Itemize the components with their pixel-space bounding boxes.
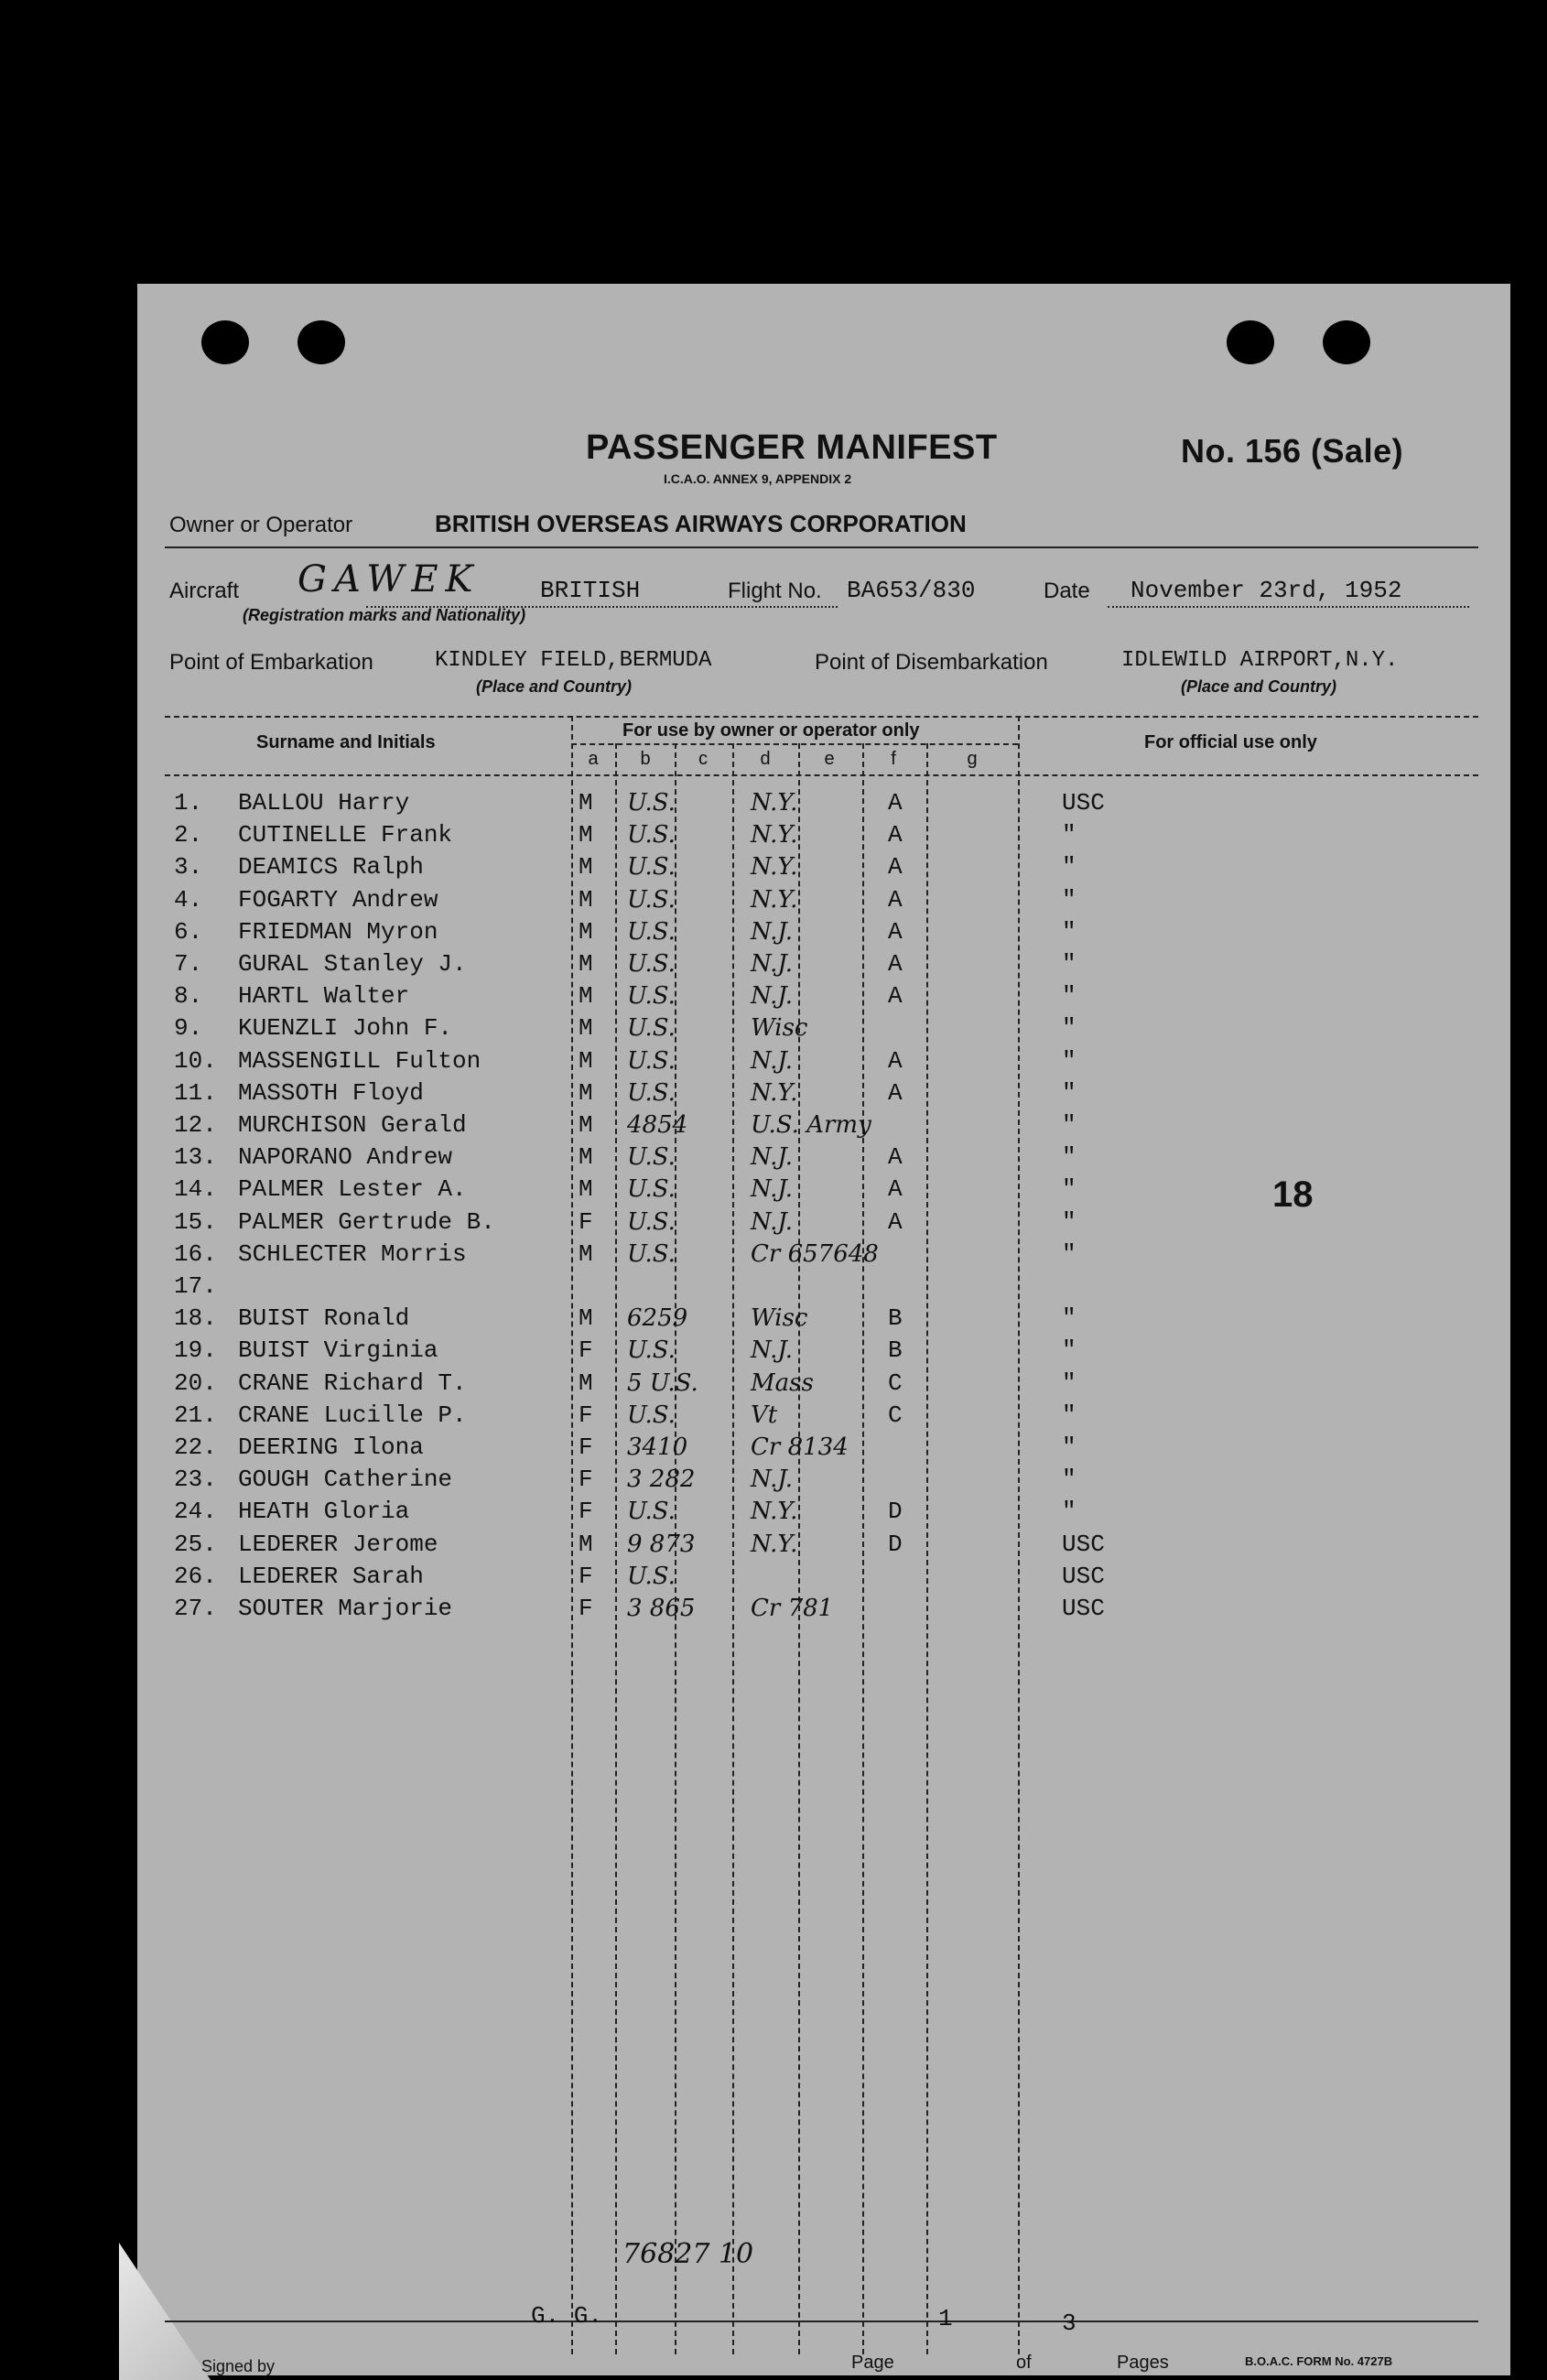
punch-hole-right-2: [1323, 320, 1370, 364]
passenger-number: 26.: [174, 1562, 217, 1590]
passenger-number: 20.: [174, 1368, 217, 1397]
passenger-nationality: U.S.: [627, 950, 676, 978]
passenger-category: D: [888, 1498, 903, 1526]
passenger-row: [137, 1563, 1510, 1599]
form-number: B.O.A.C. FORM No. 4727B: [1245, 2354, 1393, 2368]
passenger-nationality: U.S.: [627, 789, 676, 817]
passenger-number: 17.: [174, 1272, 217, 1300]
passenger-row: [137, 1498, 1510, 1534]
passenger-number: 8.: [174, 982, 203, 1011]
passenger-sex: F: [579, 1401, 593, 1429]
signed-label: Signed by: [201, 2357, 276, 2375]
passenger-number: 15.: [174, 1207, 217, 1236]
passenger-residence: Cr 8134: [751, 1433, 849, 1461]
passenger-category: A: [888, 982, 903, 1011]
passenger-official-mark: ": [1062, 1304, 1076, 1333]
col-e-header: e: [824, 749, 835, 769]
passenger-number: 1.: [174, 789, 203, 817]
passenger-category: A: [888, 950, 903, 978]
passenger-category: A: [888, 885, 903, 914]
owner-use-header: For use by owner or operator only: [622, 720, 920, 741]
surname-header: Surname and Initials: [256, 732, 436, 752]
passenger-nationality: 4854: [627, 1111, 688, 1139]
passenger-sex: F: [579, 1466, 593, 1494]
passenger-number: 4.: [174, 885, 203, 914]
embarkation-note: (Place and Country): [476, 677, 633, 696]
divider: [165, 546, 1478, 548]
date-underline: [1108, 606, 1469, 608]
passenger-row: [137, 982, 1510, 1019]
passenger-number: 23.: [174, 1466, 217, 1494]
passenger-sex: M: [579, 982, 593, 1011]
passenger-name: BALLOU Harry: [238, 789, 410, 817]
passenger-sex: M: [579, 1175, 593, 1204]
passenger-official-mark: ": [1062, 1239, 1076, 1268]
passenger-residence: Cr 657648: [751, 1239, 879, 1268]
passenger-residence: Mass: [751, 1368, 814, 1397]
passenger-category: A: [888, 821, 903, 849]
passenger-official-mark: USC: [1062, 1595, 1105, 1622]
passenger-residence: N.J.: [751, 1046, 794, 1075]
owner-cols-rule: [571, 743, 1018, 745]
passenger-category: A: [888, 917, 903, 946]
passenger-nationality: U.S.: [627, 1175, 676, 1204]
passenger-nationality: 5 U.S.: [627, 1368, 698, 1397]
passenger-number: 3.: [174, 853, 203, 882]
owner-label: Owner or Operator: [169, 513, 353, 537]
passenger-name: GOUGH Catherine: [238, 1466, 453, 1494]
aircraft-nationality: BRITISH: [540, 577, 641, 604]
total-pages: 3: [1062, 2310, 1076, 2337]
passenger-nationality: U.S.: [627, 982, 676, 1011]
passenger-official-mark: ": [1062, 1111, 1076, 1139]
punch-hole-left-2: [298, 320, 345, 364]
passenger-name: SOUTER Marjorie: [238, 1595, 453, 1622]
page-label: Page: [851, 2353, 894, 2373]
passenger-residence: N.J.: [751, 1143, 794, 1172]
passenger-name: FRIEDMAN Myron: [238, 917, 438, 946]
signature: G. G.: [531, 2302, 603, 2330]
passenger-residence: N.J.: [751, 982, 794, 1011]
passenger-sex: M: [579, 1046, 593, 1075]
disembarkation-note: (Place and Country): [1181, 677, 1337, 696]
passenger-official-mark: ": [1062, 950, 1076, 978]
passenger-official-mark: USC: [1062, 1530, 1105, 1558]
passenger-row: [137, 1272, 1510, 1309]
passenger-number: 10.: [174, 1046, 217, 1075]
passenger-number: 25.: [174, 1530, 217, 1558]
page-number: 1: [938, 2305, 953, 2332]
passenger-nationality: U.S.: [627, 1562, 676, 1590]
manifest-number: No. 156 (Sale): [1181, 432, 1404, 470]
date-label: Date: [1044, 579, 1090, 603]
passenger-row: [137, 1531, 1510, 1567]
passenger-residence: N.J.: [751, 917, 794, 946]
passenger-nationality: U.S.: [627, 1207, 676, 1236]
table-header-rule: [165, 774, 1478, 776]
passenger-category: A: [888, 1143, 903, 1172]
passenger-row: [137, 853, 1510, 890]
passenger-category: C: [888, 1368, 903, 1397]
passenger-name: PALMER Lester A.: [238, 1175, 467, 1204]
passenger-number: 16.: [174, 1239, 217, 1268]
passenger-nationality: U.S.: [627, 1239, 676, 1268]
passenger-official-mark: ": [1062, 1207, 1076, 1236]
passenger-number: 13.: [174, 1143, 217, 1172]
passenger-nationality: 3 282: [627, 1466, 696, 1494]
owner-value: BRITISH OVERSEAS AIRWAYS CORPORATION: [435, 510, 967, 537]
passenger-residence: N.Y.: [751, 789, 798, 817]
passenger-number: 24.: [174, 1498, 217, 1526]
flight-label: Flight No.: [728, 579, 822, 603]
passenger-number: 14.: [174, 1175, 217, 1204]
passenger-row: [137, 1079, 1510, 1116]
passenger-residence: Vt: [751, 1401, 778, 1429]
passenger-nationality: U.S.: [627, 1336, 676, 1365]
passenger-official-mark: ": [1062, 1046, 1076, 1075]
passenger-nationality: U.S.: [627, 885, 676, 914]
passenger-sex: F: [579, 1595, 593, 1622]
passenger-official-mark: ": [1062, 1175, 1076, 1204]
passenger-row: [137, 1240, 1510, 1277]
passenger-residence: Cr 781: [751, 1595, 834, 1622]
passenger-official-mark: ": [1062, 1466, 1076, 1494]
passenger-name: NAPORANO Andrew: [238, 1143, 453, 1172]
passenger-official-mark: ": [1062, 1078, 1076, 1107]
passenger-row: [137, 886, 1510, 923]
passenger-row: [137, 821, 1510, 858]
passenger-number: 22.: [174, 1433, 217, 1461]
passenger-row: [137, 950, 1510, 987]
passenger-sex: M: [579, 821, 593, 849]
footer-rule: [165, 2320, 1478, 2322]
folded-corner: [119, 2243, 211, 2380]
passenger-row: [137, 1595, 1510, 1631]
passenger-row: [137, 1336, 1510, 1373]
flight-number: BA653/830: [847, 577, 976, 604]
passenger-nationality: U.S.: [627, 1078, 676, 1107]
pages-label: Pages: [1117, 2353, 1169, 2373]
passenger-number: 7.: [174, 950, 203, 978]
passenger-number: 21.: [174, 1401, 217, 1429]
passenger-residence: N.J.: [751, 1336, 794, 1365]
passenger-number: 9.: [174, 1014, 203, 1043]
passenger-official-mark: ": [1062, 1401, 1076, 1429]
punch-hole-right-1: [1227, 320, 1274, 364]
official-use-header: For official use only: [1144, 732, 1317, 752]
passenger-name: LEDERER Sarah: [238, 1562, 424, 1590]
passenger-sex: M: [579, 950, 593, 978]
manifest-sheet: [137, 284, 1510, 2375]
passenger-category: A: [888, 789, 903, 817]
passenger-official-mark: ": [1062, 982, 1076, 1011]
passenger-category: A: [888, 1207, 903, 1236]
passenger-sex: F: [579, 1498, 593, 1526]
passenger-residence: N.Y.: [751, 1530, 798, 1558]
col-f-header: f: [891, 749, 896, 769]
passenger-name: CRANE Richard T.: [238, 1368, 467, 1397]
passenger-name: MURCHISON Gerald: [238, 1111, 467, 1139]
total-figure: 76827 10: [622, 2238, 754, 2270]
passenger-nationality: 3 865: [627, 1595, 696, 1622]
passenger-sex: F: [579, 1433, 593, 1461]
passenger-row: [137, 1304, 1510, 1341]
passenger-category: A: [888, 1046, 903, 1075]
passenger-name: CRANE Lucille P.: [238, 1401, 467, 1429]
passenger-residence: N.Y.: [751, 885, 798, 914]
passenger-sex: M: [579, 1530, 593, 1558]
passenger-name: KUENZLI John F.: [238, 1014, 453, 1043]
passenger-number: 18.: [174, 1304, 217, 1333]
passenger-sex: M: [579, 1143, 593, 1172]
passenger-residence: U.S. Army: [751, 1111, 871, 1139]
passenger-name: DEERING Ilona: [238, 1433, 424, 1461]
of-label: of: [1016, 2353, 1032, 2373]
passenger-row: [137, 1369, 1510, 1406]
passenger-sex: M: [579, 853, 593, 882]
passenger-sex: M: [579, 885, 593, 914]
disembarkation-value: IDLEWILD AIRPORT,N.Y.: [1121, 648, 1399, 673]
passenger-official-mark: ": [1062, 1368, 1076, 1397]
passenger-sex: M: [579, 1111, 593, 1139]
passenger-nationality: U.S.: [627, 917, 676, 946]
passenger-number: 12.: [174, 1111, 217, 1139]
passenger-nationality: 9 873: [627, 1530, 696, 1558]
embarkation-label: Point of Embarkation: [169, 650, 373, 675]
passenger-official-mark: ": [1062, 917, 1076, 946]
passenger-row: [137, 1111, 1510, 1148]
passenger-residence: N.J.: [751, 1175, 794, 1204]
passenger-name: PALMER Gertrude B.: [238, 1207, 495, 1236]
passenger-number: 6.: [174, 917, 203, 946]
passenger-official-mark: ": [1062, 1498, 1076, 1526]
passenger-name: MASSENGILL Fulton: [238, 1046, 481, 1075]
passenger-row: [137, 1047, 1510, 1084]
passenger-category: A: [888, 853, 903, 882]
col-c-header: c: [698, 749, 708, 769]
passenger-name: SCHLECTER Morris: [238, 1239, 467, 1268]
passenger-sex: F: [579, 1207, 593, 1236]
passenger-nationality: U.S.: [627, 1046, 676, 1075]
passenger-name: HARTL Walter: [238, 982, 410, 1011]
punch-hole-left-1: [201, 320, 249, 364]
passenger-sex: M: [579, 1239, 593, 1268]
passenger-name: DEAMICS Ralph: [238, 853, 424, 882]
passenger-category: A: [888, 1078, 903, 1107]
passenger-row: [137, 1466, 1510, 1502]
passenger-category: A: [888, 1175, 903, 1204]
passenger-sex: M: [579, 1078, 593, 1107]
passenger-number: 11.: [174, 1078, 217, 1107]
passenger-category: B: [888, 1304, 903, 1333]
date-value: November 23rd, 1952: [1130, 577, 1402, 604]
passenger-name: GURAL Stanley J.: [238, 950, 467, 978]
embarkation-value: KINDLEY FIELD,BERMUDA: [435, 648, 712, 673]
passenger-sex: F: [579, 1336, 593, 1365]
passenger-name: BUIST Virginia: [238, 1336, 438, 1365]
aircraft-note: (Registration marks and Nationality): [243, 606, 526, 624]
passenger-sex: M: [579, 789, 593, 817]
passenger-residence: Wisc: [751, 1304, 808, 1333]
passenger-official-mark: ": [1062, 885, 1076, 914]
passenger-residence: N.Y.: [751, 1498, 798, 1526]
passenger-number: 27.: [174, 1595, 217, 1622]
side-count: 18: [1272, 1174, 1314, 1215]
table-top-rule: [165, 716, 1478, 718]
passenger-nationality: U.S.: [627, 1014, 676, 1043]
passenger-row: [137, 1433, 1510, 1470]
aircraft-label: Aircraft: [169, 579, 240, 603]
aircraft-registration: GAWEK: [298, 558, 481, 600]
passenger-official-mark: ": [1062, 1143, 1076, 1172]
passenger-category: C: [888, 1401, 903, 1429]
passenger-nationality: U.S.: [627, 853, 676, 882]
passenger-number: 2.: [174, 821, 203, 849]
passenger-name: BUIST Ronald: [238, 1304, 410, 1333]
passenger-official-mark: ": [1062, 853, 1076, 882]
page-title: PASSENGER MANIFEST: [586, 428, 998, 467]
passenger-name: CUTINELLE Frank: [238, 821, 453, 849]
passenger-sex: F: [579, 1562, 593, 1590]
passenger-residence: N.J.: [751, 1207, 794, 1236]
aircraft-underline: [366, 606, 838, 608]
passenger-sex: M: [579, 1368, 593, 1397]
passenger-nationality: U.S.: [627, 1401, 676, 1429]
passenger-row: [137, 1014, 1510, 1051]
col-b-header: b: [640, 749, 651, 769]
passenger-row: [137, 1401, 1510, 1438]
passenger-residence: Wisc: [751, 1014, 808, 1043]
passenger-nationality: U.S.: [627, 1498, 676, 1526]
passenger-official-mark: ": [1062, 1433, 1076, 1461]
passenger-nationality: 3410: [627, 1433, 688, 1461]
passenger-official-mark: USC: [1062, 1562, 1105, 1590]
passenger-residence: N.J.: [751, 950, 794, 978]
passenger-name: MASSOTH Floyd: [238, 1078, 424, 1107]
passenger-nationality: U.S.: [627, 1143, 676, 1172]
col-g-header: g: [967, 749, 978, 769]
col-d-header: d: [760, 749, 771, 769]
passenger-row: [137, 918, 1510, 955]
passenger-residence: N.J.: [751, 1466, 794, 1494]
passenger-residence: N.Y.: [751, 1078, 798, 1107]
annex-reference: I.C.A.O. ANNEX 9, APPENDIX 2: [664, 471, 852, 486]
passenger-sex: M: [579, 1304, 593, 1333]
passenger-official-mark: ": [1062, 1014, 1076, 1043]
passenger-sex: M: [579, 1014, 593, 1043]
passenger-nationality: U.S.: [627, 821, 676, 849]
passenger-residence: N.Y.: [751, 821, 798, 849]
passenger-category: D: [888, 1530, 903, 1558]
passenger-sex: M: [579, 917, 593, 946]
col-a-header: a: [588, 749, 599, 769]
disembarkation-label: Point of Disembarkation: [815, 650, 1048, 675]
passenger-category: B: [888, 1336, 903, 1365]
passenger-number: 19.: [174, 1336, 217, 1365]
passenger-official-mark: ": [1062, 821, 1076, 849]
passenger-name: FOGARTY Andrew: [238, 885, 438, 914]
passenger-official-mark: USC: [1062, 789, 1105, 817]
passenger-row: [137, 789, 1510, 826]
passenger-name: HEATH Gloria: [238, 1498, 410, 1526]
passenger-official-mark: ": [1062, 1336, 1076, 1365]
passenger-name: LEDERER Jerome: [238, 1530, 438, 1558]
passenger-nationality: 6259: [627, 1304, 688, 1333]
passenger-residence: N.Y.: [751, 853, 798, 882]
